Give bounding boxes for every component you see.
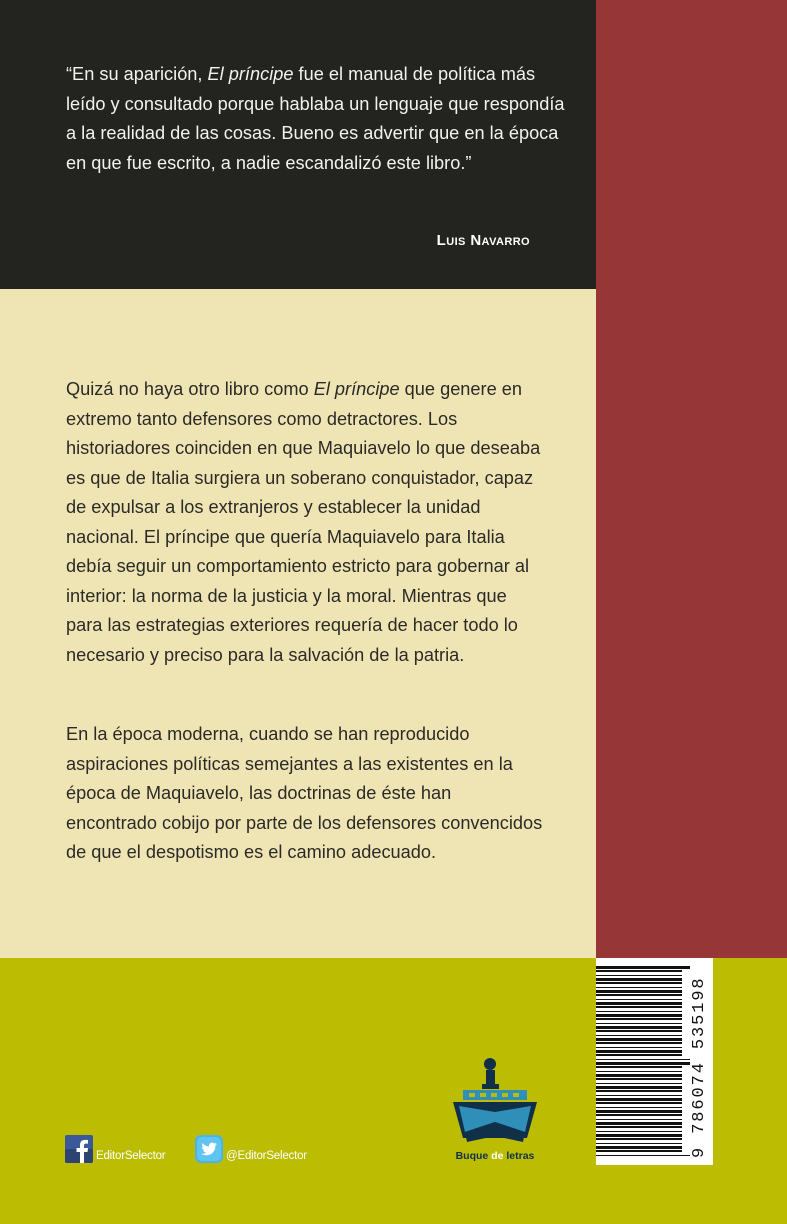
- barcode-bar: [596, 1098, 682, 1101]
- publisher-name-part-1: Buque: [455, 1150, 489, 1162]
- barcode-bar: [596, 1011, 682, 1012]
- barcode-bar: [596, 966, 690, 969]
- facebook-label: EditorSelector: [96, 1150, 166, 1162]
- publisher-name-part-3: letras: [506, 1150, 535, 1162]
- barcode-bar: [596, 1047, 682, 1048]
- barcode-bar: [596, 1050, 682, 1053]
- twitter-label: @EditorSelector: [226, 1150, 307, 1162]
- text-run: En la época moderna, cuando se han reproducido aspiraciones políticas semejantes a las existentes en la época de Maquiavelo, las doctrinas de éste han encontrado cobijo por parte de los defensores convencidos de que el despotismo es el camino adecuado.: [66, 724, 543, 862]
- publisher-name: [445, 1150, 545, 1162]
- publisher-name-part-2: de: [488, 1150, 507, 1162]
- barcode-bar: [596, 1054, 682, 1056]
- ship-icon: [445, 1050, 545, 1150]
- publisher-logo: [445, 1050, 545, 1170]
- barcode-bar: [596, 1126, 682, 1128]
- barcode-bar: [596, 975, 682, 976]
- facebook-link[interactable]: [65, 1135, 165, 1163]
- barcode-bar: [596, 1138, 682, 1140]
- book-title-italic: El príncipe: [207, 64, 294, 84]
- barcode-bar: [596, 1006, 682, 1008]
- text-run: fue el manual de política más leído y consultado porque hablaba un lenguaje que respondía a la realidad de las cosas. Bueno es advertir que en la época en que fue escrito, a nadie escandalizó este libro.”: [66, 64, 565, 173]
- facebook-icon: [65, 1135, 93, 1163]
- barcode-bars: [596, 966, 690, 1158]
- quote-panel: [0, 0, 596, 289]
- barcode-bar: [596, 1095, 682, 1096]
- barcode-bar: [596, 1026, 682, 1029]
- barcode-number: 9 786074 535198: [690, 976, 709, 1158]
- barcode-bar: [596, 1083, 682, 1084]
- barcode-bar: [596, 1066, 682, 1068]
- text-run: que genere en extremo tanto defensores como detractores. Los historiadores coinciden en que Maquiavelo lo que deseaba es que de Italia surgiera un soberano conquistador, capaz de expulsar a los extranjeros y establecer la unidad nacional. El príncipe que quería Maquiavelo para Italia debía seguir un comportamiento estricto para gobernar al interior: la norma de la justicia y la moral. Mientras que para las estrategias exteriores requería de hacer todo lo necesario y preciso para la salvación de la patria.: [66, 379, 541, 665]
- barcode-bar: [596, 1146, 682, 1149]
- barcode-digits: [684, 958, 713, 1165]
- text-run: “En su aparición,: [66, 64, 208, 84]
- barcode-bar: [596, 1131, 682, 1132]
- barcode-bar: [596, 1042, 682, 1044]
- book-title-italic: El príncipe: [313, 379, 400, 399]
- barcode-bar: [596, 1059, 690, 1060]
- barcode-bar: [596, 1078, 682, 1080]
- barcode-bar: [596, 1035, 682, 1036]
- barcode-bar: [596, 1023, 682, 1024]
- barcode-bar: [596, 1002, 682, 1005]
- barcode-bar: [596, 1030, 682, 1032]
- barcode-bar: [596, 1150, 682, 1152]
- barcode-bar: [596, 1018, 682, 1020]
- barcode-bar: [596, 1014, 682, 1017]
- synopsis-paragraph-2: [66, 720, 546, 868]
- synopsis-panel: [0, 289, 596, 958]
- barcode-bar: [596, 1090, 682, 1092]
- barcode-bar: [596, 1062, 690, 1065]
- barcode-bar: [596, 990, 682, 993]
- twitter-icon: [195, 1135, 223, 1163]
- text-run: Quizá no haya otro libro como: [66, 379, 314, 399]
- quote-author: Luis Navarro: [436, 232, 530, 249]
- barcode-bar: [596, 1134, 682, 1137]
- quote-text: [66, 60, 566, 178]
- barcode-bar: [596, 1038, 682, 1041]
- barcode-bar: [596, 1110, 682, 1113]
- twitter-link[interactable]: [195, 1135, 307, 1163]
- barcode-bar: [596, 1071, 682, 1072]
- barcode-bar: [596, 1074, 682, 1077]
- barcode-bar: [596, 987, 682, 988]
- barcode-bar: [596, 1119, 682, 1120]
- synopsis-paragraph-1: [66, 375, 546, 670]
- barcode-bar: [596, 1102, 682, 1104]
- barcode-bar: [596, 1122, 682, 1125]
- barcode-bar: [596, 978, 682, 981]
- barcode-bar: [596, 1086, 682, 1089]
- isbn-barcode: [596, 958, 713, 1165]
- barcode-bar: [596, 970, 682, 972]
- barcode-bar: [596, 999, 682, 1000]
- barcode-bar: [596, 1107, 682, 1108]
- barcode-bar: [596, 1114, 682, 1116]
- barcode-bar: [596, 1143, 682, 1144]
- barcode-bar: [596, 994, 682, 996]
- red-side-strip: [596, 0, 787, 958]
- barcode-bar: [596, 982, 682, 984]
- barcode-bar: [596, 1155, 690, 1156]
